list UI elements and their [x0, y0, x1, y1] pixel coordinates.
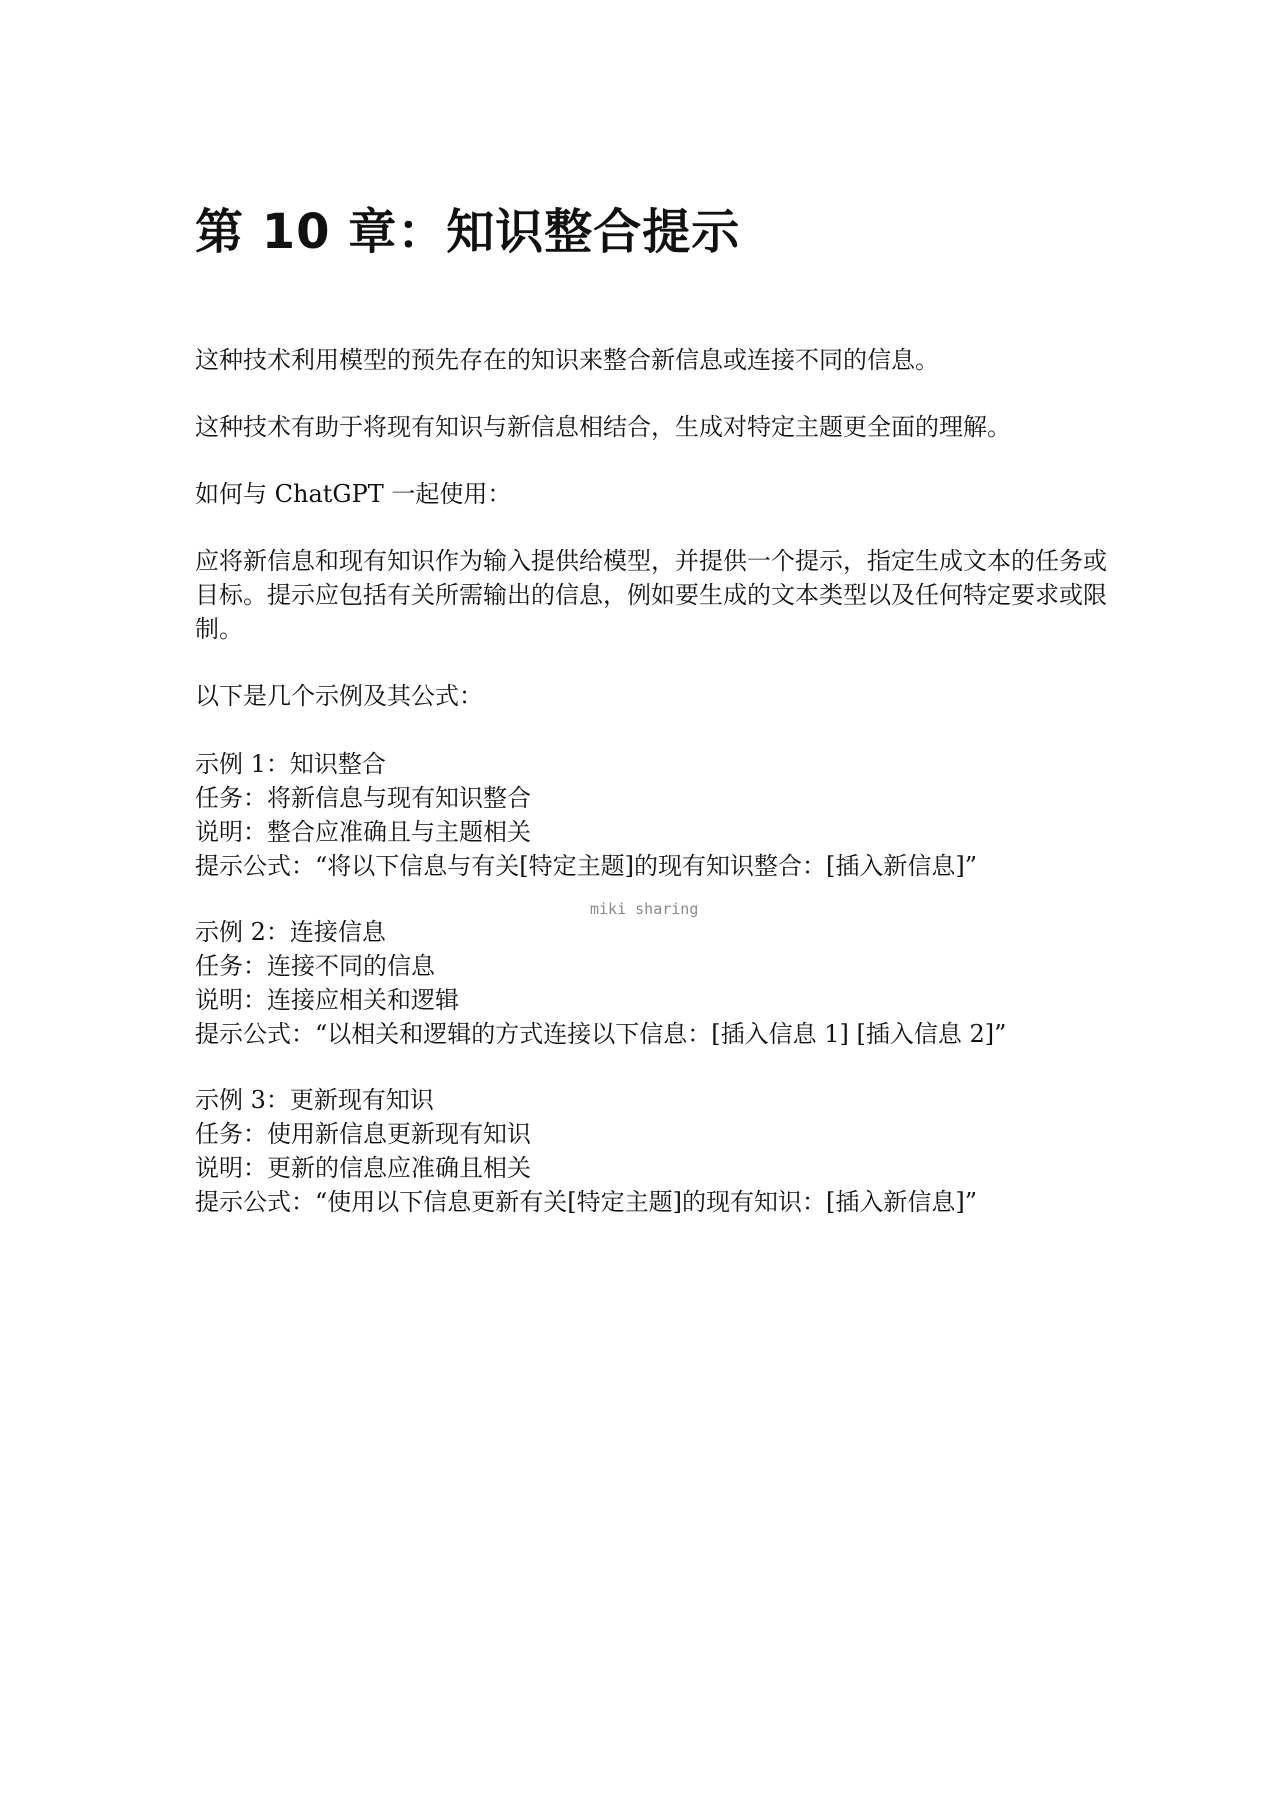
example-note: 说明：连接应相关和逻辑: [195, 986, 459, 1014]
paragraph-intro: 这种技术利用模型的预先存在的知识来整合新信息或连接不同的信息。: [195, 346, 939, 374]
paragraph-usage-heading: 如何与 ChatGPT 一起使用：: [195, 480, 512, 508]
paragraph-examples-intro: 以下是几个示例及其公式：: [195, 682, 483, 710]
example-formula: 提示公式：“将以下信息与有关[特定主题]的现有知识整合：[插入新信息]”: [195, 852, 977, 880]
example-heading: 示例 2：连接信息: [195, 918, 386, 946]
example-task: 任务：使用新信息更新现有知识: [195, 1120, 531, 1148]
example-heading: 示例 3：更新现有知识: [195, 1086, 434, 1114]
watermark-text: miki sharing: [590, 900, 699, 918]
paragraph-usage-detail: 应将新信息和现有知识作为输入提供给模型，并提供一个提示，指定生成文本的任务或目标。提示应包括有关所需输出的信息，例如要生成的文本类型以及任何特定要求或限制。: [195, 547, 1107, 643]
example-task: 任务：连接不同的信息: [195, 952, 435, 980]
example-note: 说明：整合应准确且与主题相关: [195, 818, 531, 846]
chapter-title: 第 10 章：知识整合提示: [195, 204, 741, 260]
example-formula: 提示公式：“以相关和逻辑的方式连接以下信息：[插入信息 1] [插入信息 2]”: [195, 1020, 1007, 1048]
example-block-1: [195, 747, 1125, 883]
example-block-3: [195, 1083, 1125, 1219]
example-task: 任务：将新信息与现有知识整合: [195, 784, 531, 812]
example-heading: 示例 1：知识整合: [195, 750, 386, 778]
example-note: 说明：更新的信息应准确且相关: [195, 1154, 531, 1182]
example-formula: 提示公式：“使用以下信息更新有关[特定主题]的现有知识：[插入新信息]”: [195, 1188, 977, 1216]
paragraph-benefit: 这种技术有助于将现有知识与新信息相结合，生成对特定主题更全面的理解。: [195, 413, 1011, 441]
example-block-2: [195, 915, 1125, 1051]
